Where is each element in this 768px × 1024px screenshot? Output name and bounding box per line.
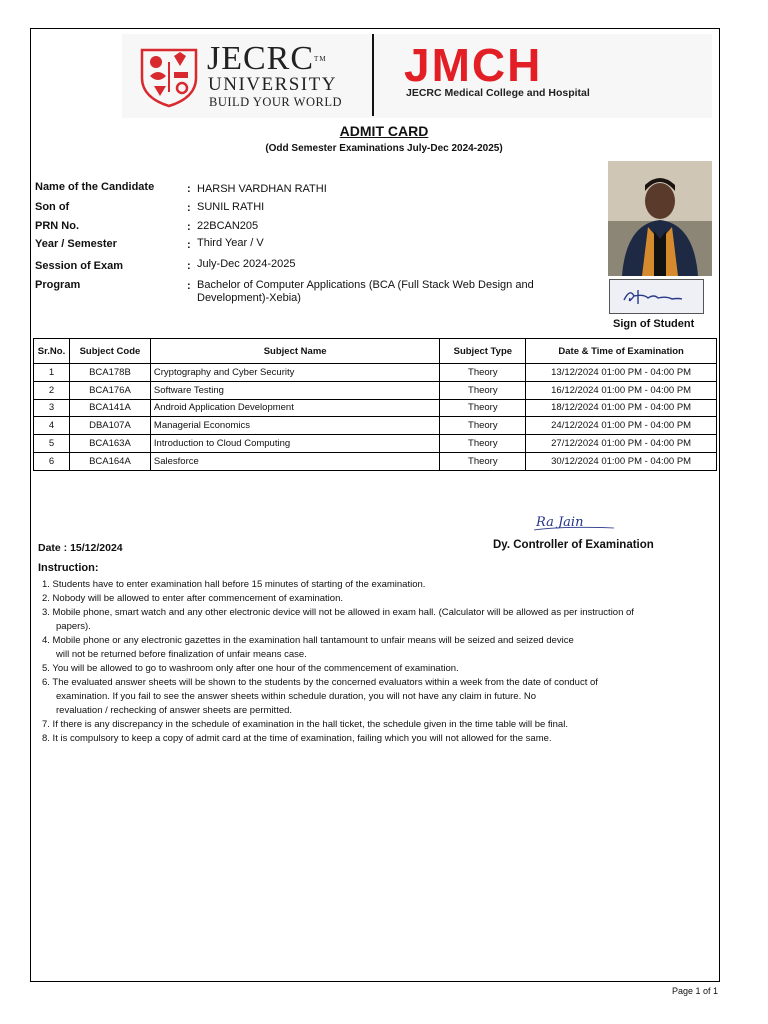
program-label: Program <box>35 279 81 291</box>
name-label: Name of the Candidate <box>35 181 155 193</box>
jmch-wordmark: JMCH <box>404 39 543 91</box>
jecrc-emblem-logo <box>136 42 202 108</box>
cell-subject-type: Theory <box>440 364 526 382</box>
instructions-title: Instruction: <box>38 562 99 574</box>
instructions-list <box>42 578 712 746</box>
cell-srno: 1 <box>34 364 70 382</box>
header-divider <box>372 34 374 116</box>
session-label: Session of Exam <box>35 260 124 272</box>
cell-subject-name: Managerial Economics <box>150 417 439 435</box>
col-header-date-time: Date & Time of Examination <box>526 339 717 364</box>
cell-subject-type: Theory <box>440 417 526 435</box>
program-value-line1: Bachelor of Computer Applications (BCA (Full Stack Web Design and <box>197 279 534 291</box>
cell-srno: 4 <box>34 417 70 435</box>
instruction-item-continued: papers). <box>56 621 91 632</box>
cell-date-time: 16/12/2024 01:00 PM - 04:00 PM <box>526 381 717 399</box>
student-signature-image <box>610 280 703 313</box>
instruction-item: 8. It is compulsory to keep a copy of admit card at the time of examination, failing which you will not allowed for the same. <box>42 733 552 744</box>
year-semester-label: Year / Semester <box>35 238 117 250</box>
instruction-item: 6. The evaluated answer sheets will be shown to the students by the concerned evaluators within a week from the date of conduct of <box>42 677 598 688</box>
cell-srno: 3 <box>34 399 70 417</box>
instruction-item-continued: will not be returned before finalization of unfair means case. <box>56 649 307 660</box>
table-row <box>34 452 717 470</box>
son-of-colon: : <box>187 202 191 214</box>
cell-subject-code: DBA107A <box>69 417 150 435</box>
cell-srno: 6 <box>34 452 70 470</box>
jmch-fullname: JECRC Medical College and Hospital <box>406 87 590 99</box>
table-row <box>34 417 717 435</box>
cell-subject-type: Theory <box>440 435 526 453</box>
table-row <box>34 399 717 417</box>
cell-date-time: 27/12/2024 01:00 PM - 04:00 PM <box>526 435 717 453</box>
cell-date-time: 18/12/2024 01:00 PM - 04:00 PM <box>526 399 717 417</box>
program-value-line2: Development)-Xebia) <box>197 292 301 304</box>
cell-srno: 2 <box>34 381 70 399</box>
col-header-subject-name: Subject Name <box>150 339 439 364</box>
col-header-srno: Sr.No. <box>34 339 70 364</box>
controller-signature-image <box>530 508 620 534</box>
cell-subject-type: Theory <box>440 381 526 399</box>
controller-label: Dy. Controller of Examination <box>493 539 654 551</box>
cell-subject-name: Salesforce <box>150 452 439 470</box>
cell-srno: 5 <box>34 435 70 453</box>
cell-date-time: 30/12/2024 01:00 PM - 04:00 PM <box>526 452 717 470</box>
col-header-subject-code: Subject Code <box>69 339 150 364</box>
cell-subject-code: BCA141A <box>69 399 150 417</box>
instruction-item: 1. Students have to enter examination hall before 15 minutes of starting of the examination. <box>42 579 426 590</box>
cell-subject-code: BCA163A <box>69 435 150 453</box>
jecrc-university-word: UNIVERSITY <box>208 74 337 95</box>
son-of-value: SUNIL RATHI <box>197 201 265 213</box>
instruction-item: 5. You will be allowed to go to washroom only after one hour of the commencement of examination. <box>42 663 459 674</box>
candidate-name: HARSH VARDHAN RATHI <box>197 183 327 195</box>
instruction-item: 4. Mobile phone or any electronic gazettes in the examination hall tantamount to unfair means will be seized and seized device <box>42 635 574 646</box>
cell-subject-code: BCA176A <box>69 381 150 399</box>
cell-subject-type: Theory <box>440 452 526 470</box>
student-signature-box <box>609 279 704 314</box>
controller-signature-text: Ra Jain <box>536 515 584 530</box>
sign-of-student-label: Sign of Student <box>613 318 695 330</box>
issue-date: Date : 15/12/2024 <box>38 542 123 554</box>
instruction-item-continued: revaluation / rechecking of answer sheets are permitted. <box>56 705 293 716</box>
prn-value: 22BCAN205 <box>197 220 259 232</box>
prn-label: PRN No. <box>35 220 79 232</box>
col-header-subject-type: Subject Type <box>440 339 526 364</box>
instruction-item: 2. Nobody will be allowed to enter after commencement of examination. <box>42 593 343 604</box>
session-value: July-Dec 2024-2025 <box>197 258 296 270</box>
son-of-label: Son of <box>35 201 70 213</box>
cell-subject-name: Introduction to Cloud Computing <box>150 435 439 453</box>
page-number: Page 1 of 1 <box>672 986 719 996</box>
jecrc-wordmark: JECRC™ <box>207 40 327 77</box>
session-colon: : <box>187 260 191 272</box>
prn-colon: : <box>187 221 191 233</box>
candidate-photo <box>608 161 712 276</box>
cell-date-time: 24/12/2024 01:00 PM - 04:00 PM <box>526 417 717 435</box>
cell-date-time: 13/12/2024 01:00 PM - 04:00 PM <box>526 364 717 382</box>
cell-subject-type: Theory <box>440 399 526 417</box>
instruction-item-continued: examination. If you fail to see the answer sheets within schedule duration, you will not have any claim in future. No <box>56 691 537 702</box>
admit-card-subtitle: (Odd Semester Examinations July-Dec 2024-2025) <box>265 143 503 154</box>
year-semester-colon: : <box>187 239 191 251</box>
year-semester-value: Third Year / V <box>197 237 264 249</box>
instruction-item: 7. If there is any discrepancy in the schedule of examination in the hall ticket, the schedule given in the time table will be final. <box>42 719 568 730</box>
cell-subject-name: Software Testing <box>150 381 439 399</box>
table-row <box>34 435 717 453</box>
cell-subject-name: Cryptography and Cyber Security <box>150 364 439 382</box>
cell-subject-code: BCA178B <box>69 364 150 382</box>
cell-subject-code: BCA164A <box>69 452 150 470</box>
program-colon: : <box>187 280 191 292</box>
cell-subject-name: Android Application Development <box>150 399 439 417</box>
subjects-table <box>33 338 717 471</box>
instruction-item: 3. Mobile phone, smart watch and any other electronic device will not be allowed in exam hall. (Calculator will be allowed as per instruction of <box>42 607 634 618</box>
admit-card-title: ADMIT CARD <box>339 123 429 139</box>
jecrc-tagline: BUILD YOUR WORLD <box>209 95 342 109</box>
name-colon: : <box>187 183 191 195</box>
table-header-row <box>34 339 717 364</box>
controller-signature <box>530 508 620 534</box>
table-row <box>34 381 717 399</box>
table-row <box>34 364 717 382</box>
